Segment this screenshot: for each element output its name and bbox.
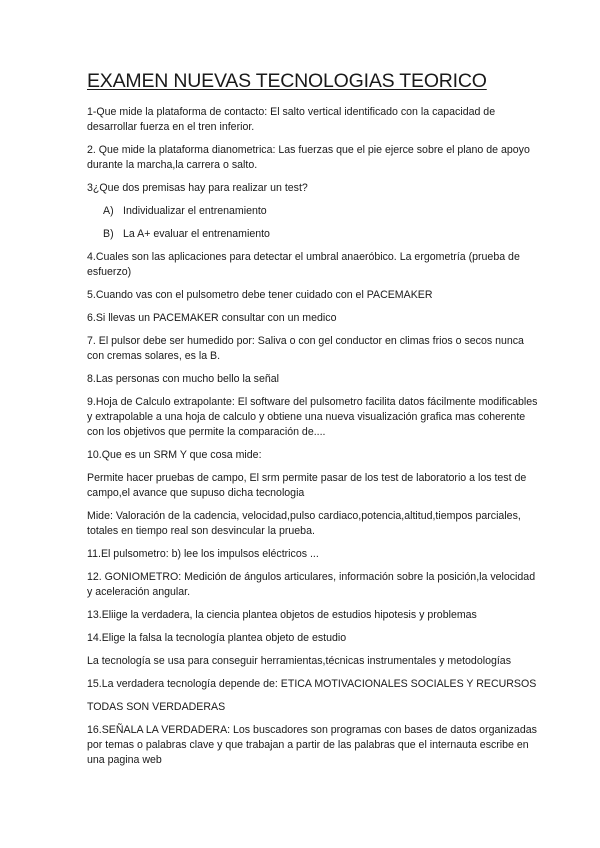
question-11: 11.El pulsometro: b) lee los impulsos eléctricos ... [87, 548, 319, 560]
list-item [103, 204, 540, 219]
question-12: 12. GONIOMETRO: Medición de ángulos articulares, información sobre la posición,la velocidad y aceleración angular. [87, 571, 536, 598]
answer-14: La tecnología se usa para conseguir herramientas,técnicas instrumentales y metodologías [87, 655, 511, 667]
answer-10b: Mide: Valoración de la cadencia, velocidad,pulso cardiaco,potencia,altitud,tiempos parciales, totales en tiempo real son desvincular la prueba. [87, 510, 521, 537]
question-9: 9.Hoja de Calculo extrapolante: El software del pulsometro facilita datos fácilmente modificables y extrapolable a una hoja de calculo y obtiene una nueva visualización grafica mas coherente con los objetivos que permite la comparación de.... [87, 396, 538, 438]
answer-10a: Permite hacer pruebas de campo, El srm permite pasar de los test de laboratorio a los test de campo,el avance que supuso dicha tecnologia [87, 472, 527, 499]
list-item [103, 227, 540, 242]
question-6: 6.Si llevas un PACEMAKER consultar con un medico [87, 312, 337, 324]
document-title: EXAMEN NUEVAS TECNOLOGIAS TEORICO [87, 70, 487, 92]
question-1: 1-Que mide la plataforma de contacto: El salto vertical identificado con la capacidad de desarrollar fuerza en el tren inferior. [87, 106, 496, 133]
list-item-text: La A+ evaluar el entrenamiento [123, 228, 270, 240]
question-14: 14.Elige la falsa la tecnología plantea objeto de estudio [87, 632, 347, 644]
question-10: 10.Que es un SRM Y que cosa mide: [87, 449, 262, 461]
list-item-text: Individualizar el entrenamiento [123, 205, 267, 217]
question-3: 3¿Que dos premisas hay para realizar un test? [87, 182, 308, 194]
question-5: 5.Cuando vas con el pulsometro debe tener cuidado con el PACEMAKER [87, 289, 433, 301]
question-2: 2. Que mide la plataforma dianometrica: Las fuerzas que el pie ejerce sobre el plano de apoyo durante la marcha,la carrera o salto. [87, 144, 530, 171]
question-7: 7. El pulsor debe ser humedido por: Saliva o con gel conductor en climas frios o secos nunca con cremas solares, es la B. [87, 335, 524, 362]
answer-15: TODAS SON VERDADERAS [87, 701, 226, 713]
question-16: 16.SEÑALA LA VERDADERA: Los buscadores son programas con bases de datos organizadas por temas o palabras clave y que trabajan a partir de las palabras que el internauta escribe en una pagina web [87, 724, 537, 766]
question-13: 13.Eliige la verdadera, la ciencia plantea objetos de estudios hipotesis y problemas [87, 609, 477, 621]
list-item-label: A) [103, 205, 114, 217]
question-8: 8.Las personas con mucho bello la señal [87, 373, 279, 385]
question-4: 4.Cuales son las aplicaciones para detectar el umbral anaeróbico. La ergometría (prueba de esfuerzo) [87, 251, 520, 278]
question-15: 15.La verdadera tecnología depende de: ETICA MOTIVACIONALES SOCIALES Y RECURSOS [87, 678, 537, 690]
list-item-label: B) [103, 228, 114, 240]
